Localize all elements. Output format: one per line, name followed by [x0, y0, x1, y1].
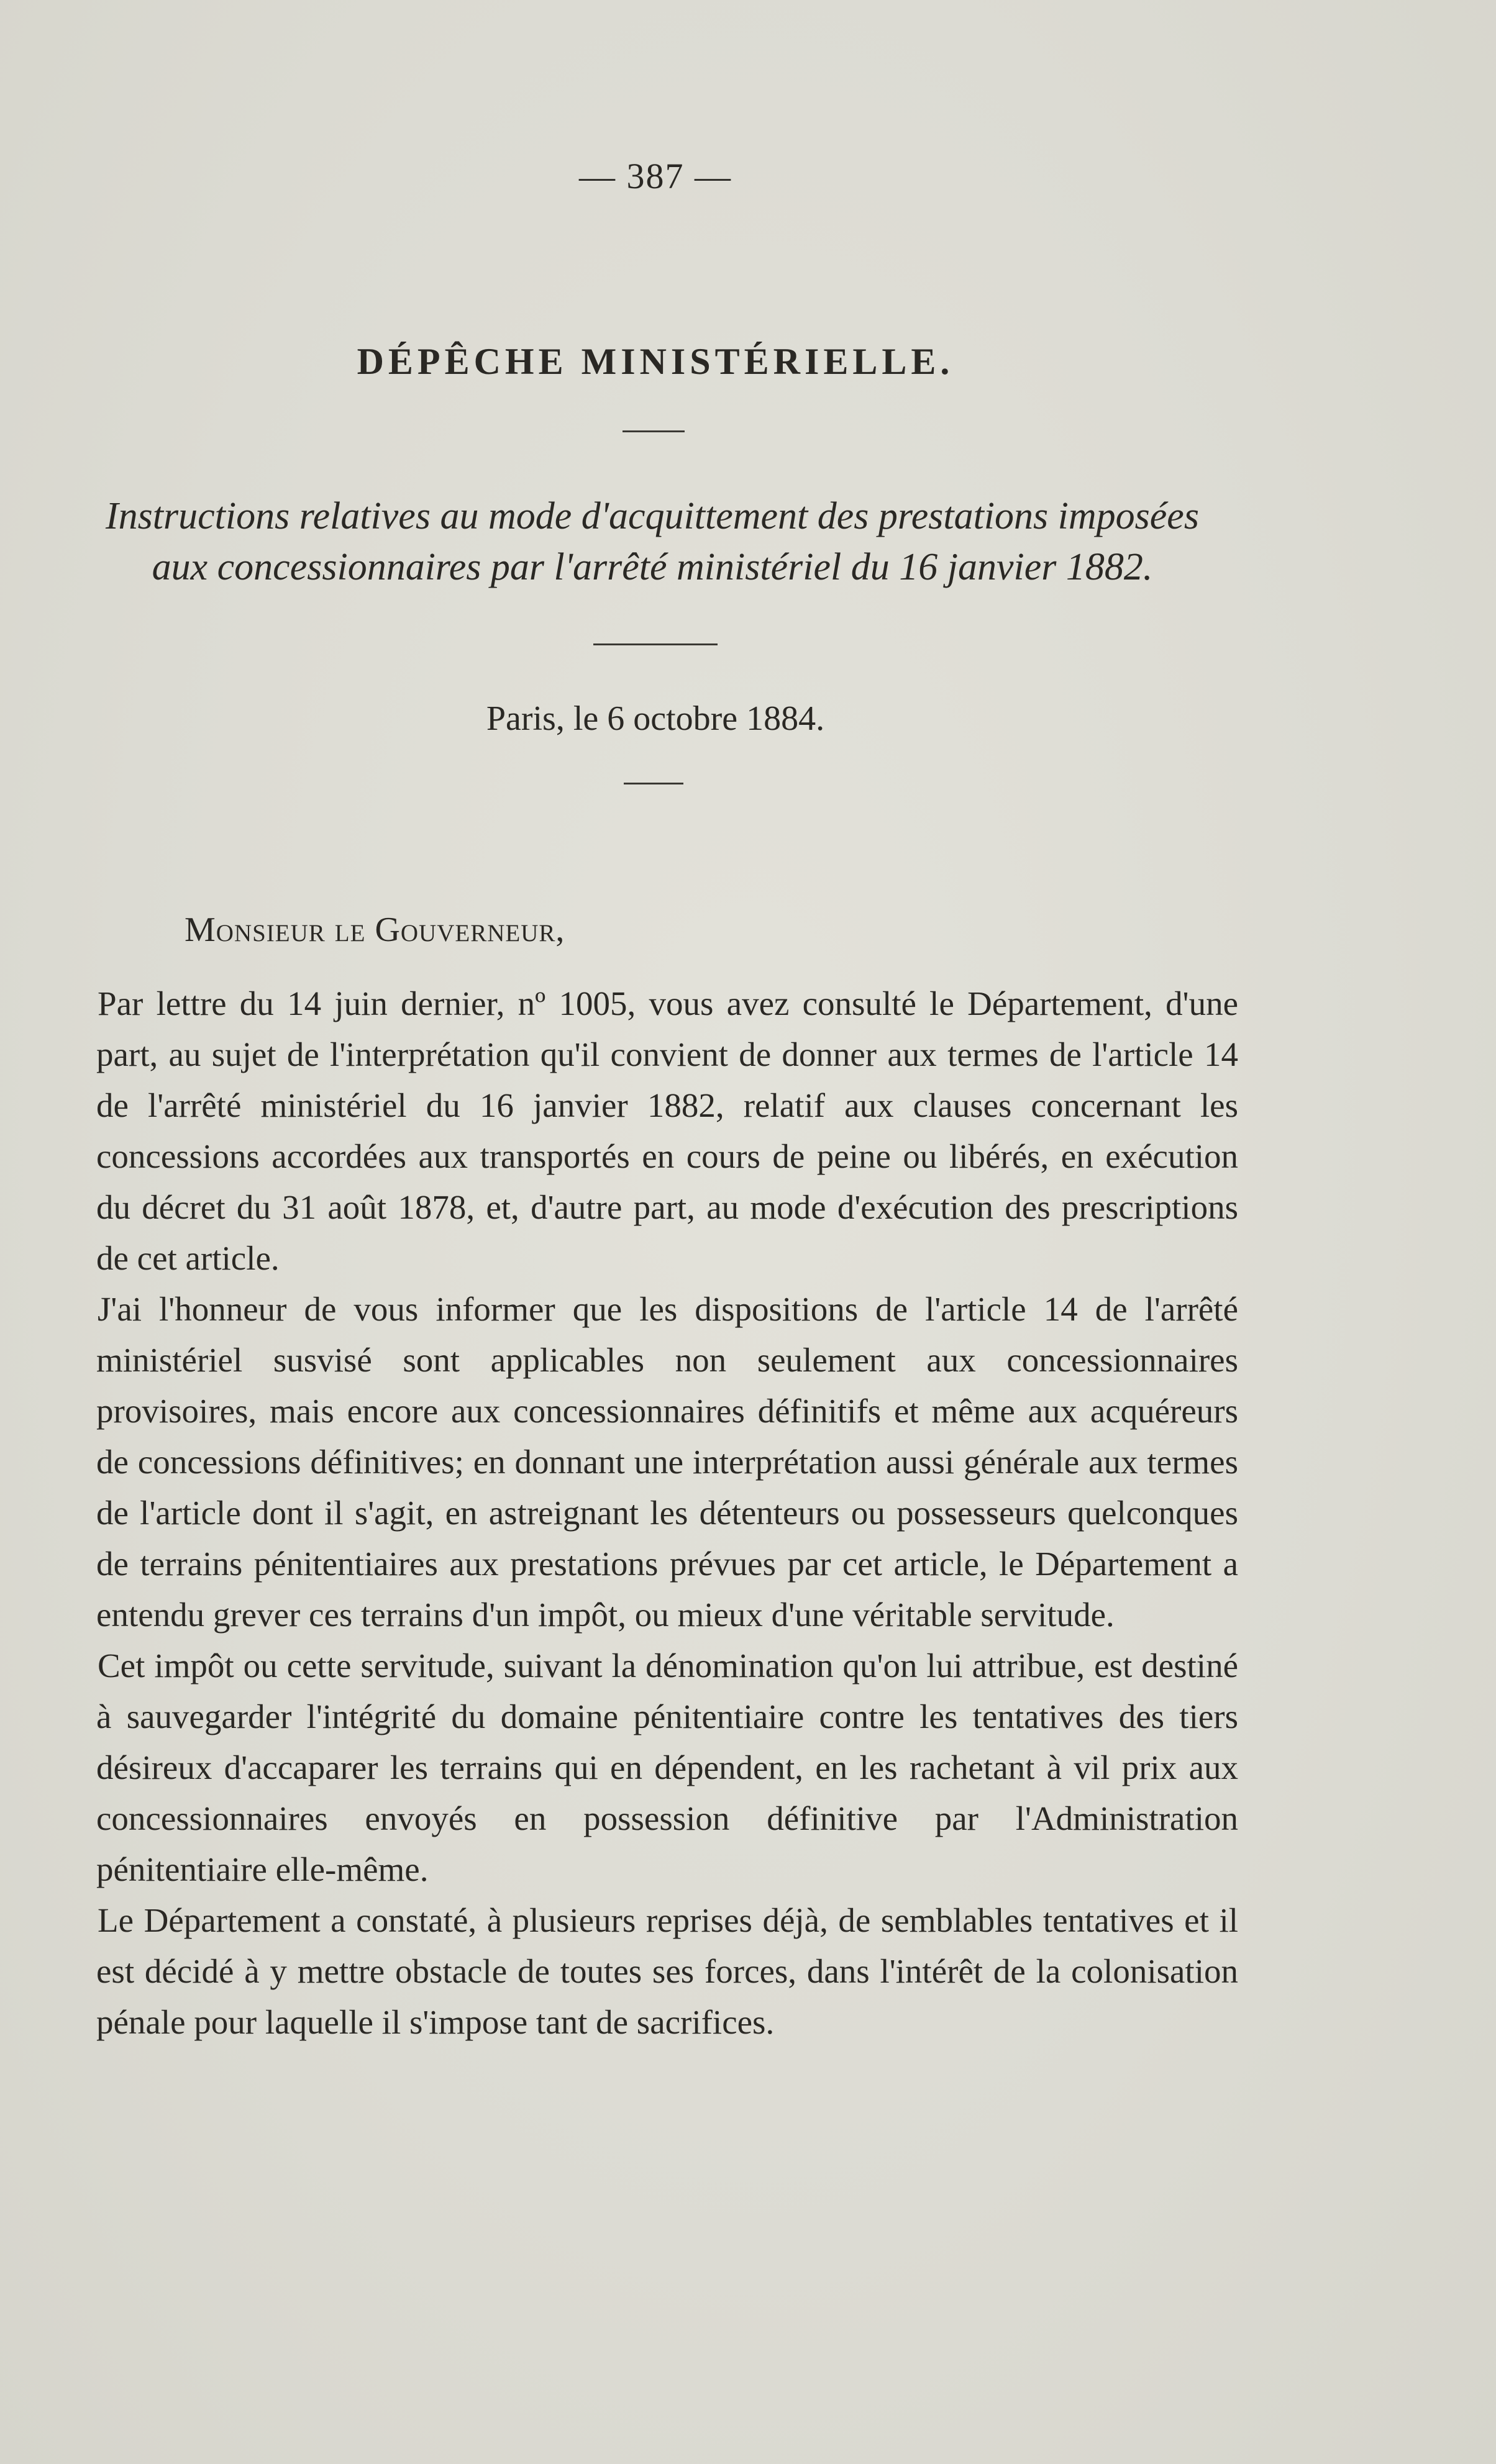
document-subtitle — [93, 491, 1211, 593]
subtitle-divider — [593, 643, 718, 645]
dateline: Paris, le 6 octobre 1884. — [486, 699, 825, 738]
document-title: DÉPÊCHE MINISTÉRIELLE. — [357, 341, 954, 382]
body-paragraph: Cet impôt ou cette servitude, suivant la dénomination qu'on lui attribue, est destiné à sauvegarder l'intégrité du domaine pénitentiaire contre les tentatives des tiers désireux d'accaparer les terrains qui en dépendent, en les rachetant à vil prix aux concessionnaires envoyés en possession définitive par l'Administration pénitentiaire elle-même. — [96, 1647, 1238, 1888]
salutation: Monsieur le Gouverneur, — [185, 911, 565, 949]
subtitle-line: aux concessionnaires par l'arrêté ministériel du 16 janvier 1882. — [152, 546, 1153, 588]
body-paragraph: Le Département a constaté, à plusieurs reprises déjà, de semblables tentatives et il est décidé à y mettre obstacle de toutes ses forces, dans l'intérêt de la colonisation pénale pour laquelle il s'impose tant de sacrifices. — [96, 1901, 1238, 2041]
letter-body — [96, 978, 1238, 2048]
title-divider — [623, 430, 685, 432]
body-paragraph: Par lettre du 14 juin dernier, nº 1005, vous avez consulté le Département, d'une part, au sujet de l'interprétation qu'il convient de donner aux termes de l'article 14 de l'arrêté ministériel du 16 janvier 1882, relatif aux clauses concernant les concessions accordées aux transportés en cours de peine ou libérés, en exécution du décret du 31 août 1878, et, d'autre part, au mode d'exécution des prescriptions de cet article. — [96, 984, 1238, 1277]
subtitle-line: Instructions relatives au mode d'acquittement des prestations imposées — [106, 495, 1199, 537]
body-paragraph: J'ai l'honneur de vous informer que les dispositions de l'article 14 de l'arrêté ministériel susvisé sont applicables non seulement aux concessionnaires provisoires, mais encore aux concessionnaires définitifs et même aux acquéreurs de concessions définitives; en donnant une interprétation aussi générale aux termes de l'article dont il s'agit, en astreignant les détenteurs ou possesseurs quelconques de terrains pénitentiaires aux prestations prévues par cet article, le Département a entendu grever ces terrains d'un impôt, ou mieux d'une véritable servitude. — [96, 1290, 1238, 1634]
dateline-divider — [624, 783, 683, 784]
page-number: — 387 — — [579, 156, 732, 196]
